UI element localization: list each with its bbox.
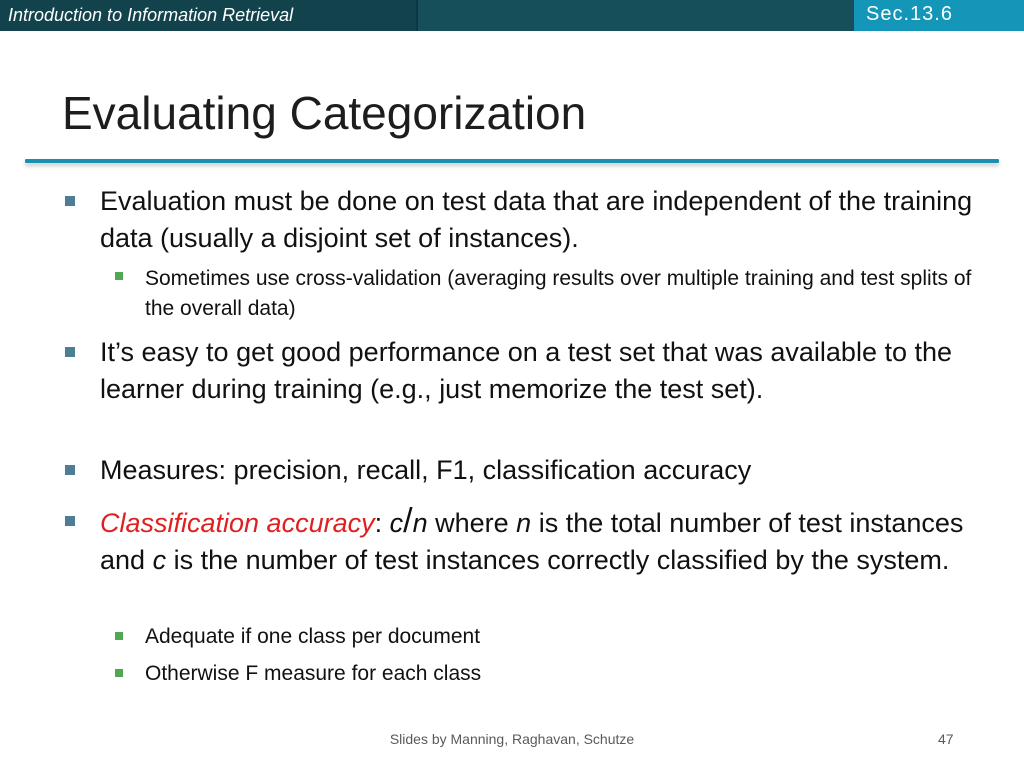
var-c: c [389,508,404,538]
bullet-text [100,503,980,579]
slash-glyph: / [403,502,413,540]
text-segment: where [427,508,517,538]
slide-title: Evaluating Categorization [62,87,587,139]
course-title: Introduction to Information Retrieval [8,5,294,25]
bullet-text: It’s easy to get good performance on a test set that was available to the learner during training (e.g., just memorize the test set). [100,337,953,404]
bullet-square-icon [65,516,75,526]
section-label: Sec.13.6 [866,3,953,25]
text-segment: is the total number of test instances and [100,508,964,575]
bullet-square-icon [65,347,75,357]
sub-bullet-square-icon [115,669,123,677]
page-number: 47 [938,731,954,747]
sub-bullet-text: Sometimes use cross-validation (averaging results over multiple training and test splits of the overall data) [145,267,972,320]
footer-credit: Slides by Manning, Raghavan, Schutze [389,731,635,747]
bullet-square-icon [65,465,75,475]
var-n: n [412,508,428,538]
sub-bullet-square-icon [115,632,123,640]
var-c: c [152,545,167,575]
sub-bullet-text: Adequate if one class per document [145,625,481,648]
bullet-text: Evaluation must be done on test data that are independent of the training data (usually a disjoint set of instances). [100,186,973,253]
emphasis-term: Classification accuracy [100,508,375,538]
text-segment: is the number of test instances correctly classified by the system. [166,545,950,575]
colon-text: : [374,508,390,538]
bullet-square-icon [65,196,75,206]
var-n: n [516,508,532,538]
sub-bullet-text: Otherwise F measure for each class [145,662,482,685]
bullet-text: Measures: precision, recall, F1, classification accuracy [100,455,752,485]
sub-bullet-square-icon [115,272,123,280]
